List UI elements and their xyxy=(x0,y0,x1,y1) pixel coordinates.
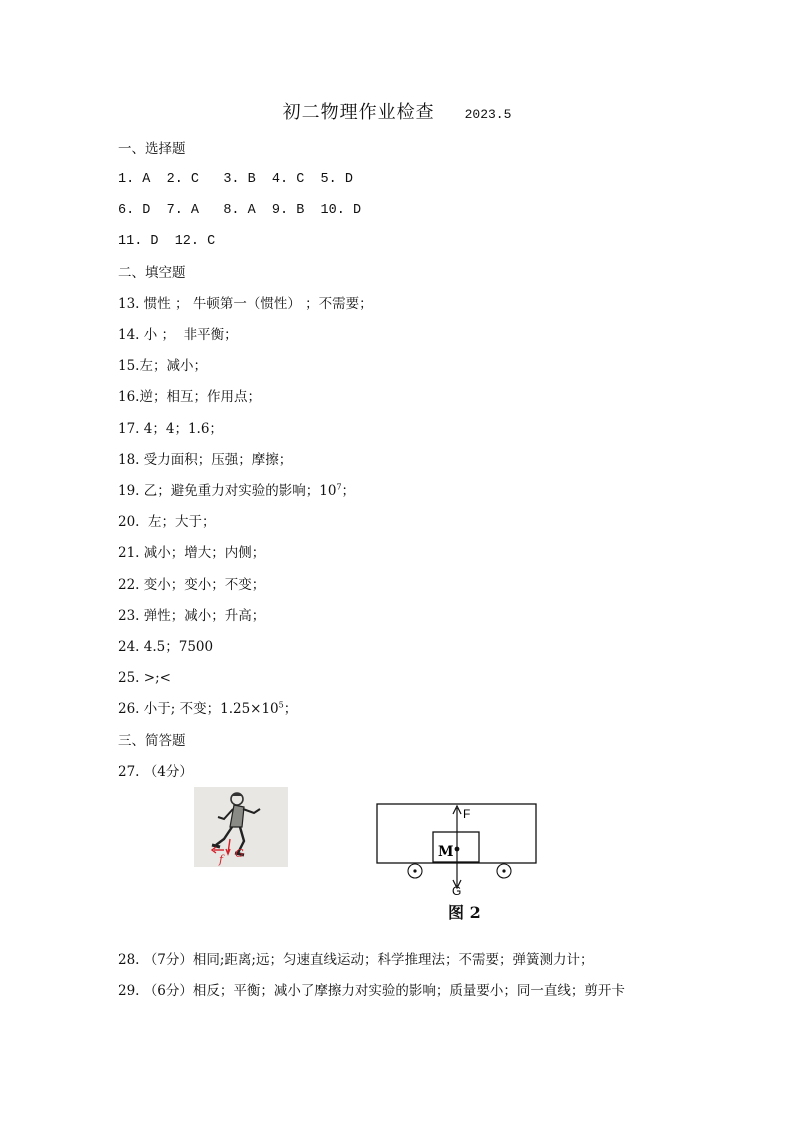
answer-25: 25. >;< xyxy=(118,670,171,686)
answer-26 xyxy=(118,700,297,718)
answer-line-3: 11. D 12. C xyxy=(118,234,216,249)
answer-26-tail: ； xyxy=(283,701,298,717)
answer-21: 21. 减小；增大；内侧； xyxy=(118,545,266,561)
answer-24: 24. 4.5；7500 xyxy=(118,639,214,655)
block-label: M xyxy=(438,844,454,860)
answer-16: 16.逆；相互；作用点； xyxy=(118,389,261,405)
answer-19-tail: ； xyxy=(341,483,356,499)
answer-26-text: 26. 小于; 不变；1.25×10 xyxy=(118,701,279,717)
answer-26-exponent: 5 xyxy=(278,700,284,710)
answer-14: 14. 小 ； 非平衡； xyxy=(118,327,238,343)
answer-20: 20. 左；大于； xyxy=(118,514,216,530)
section-heading-fill: 二、填空题 xyxy=(118,265,186,281)
title-text: 初二物理作业检查 xyxy=(282,102,435,123)
answer-22: 22. 变小；变小；不变； xyxy=(118,577,266,593)
runner-illustration xyxy=(194,787,288,867)
runner-gravity-label: G xyxy=(235,847,244,860)
answer-line-1: 1. A 2. C 3. B 4. C 5. D xyxy=(118,172,353,187)
answer-line-2: 6. D 7. A 8. A 9. B 10. D xyxy=(118,203,362,218)
answer-23: 23. 弹性；减小；升高； xyxy=(118,608,266,624)
answer-28: 28. （7分）相同;距离;远；匀速直线运动；科学推理法；不需要；弹簧测力计； xyxy=(118,952,594,968)
runner-friction-label: f xyxy=(219,853,224,866)
page-title xyxy=(0,98,794,124)
figure-caption: 图 2 xyxy=(448,903,481,922)
answer-19-text: 19. 乙；避免重力对实验的影响；10 xyxy=(118,483,337,499)
section-heading-short: 三、简答题 xyxy=(118,733,186,749)
answer-15: 15.左；减小； xyxy=(118,358,207,374)
runner-photo xyxy=(194,787,288,867)
answer-18: 18. 受力面积；压强；摩擦； xyxy=(118,452,293,468)
answer-13: 13. 惯性 ； 牛顿第一（惯性） ；不需要； xyxy=(118,296,373,312)
answer-19 xyxy=(118,482,355,500)
answer-27: 27. （4分） xyxy=(118,764,193,780)
title-date: 2023.5 xyxy=(464,107,512,122)
answer-19-exponent: 7 xyxy=(336,482,342,492)
answer-29: 29. （6分）相反；平衡；减小了摩擦力对实验的影响；质量要小；同一直线；剪开卡 xyxy=(118,983,625,999)
section-heading-choice: 一、选择题 xyxy=(118,141,186,157)
answer-17: 17. 4；4；1.6； xyxy=(118,421,223,437)
force-down-label: G xyxy=(452,884,462,898)
force-up-label: F xyxy=(463,807,471,821)
